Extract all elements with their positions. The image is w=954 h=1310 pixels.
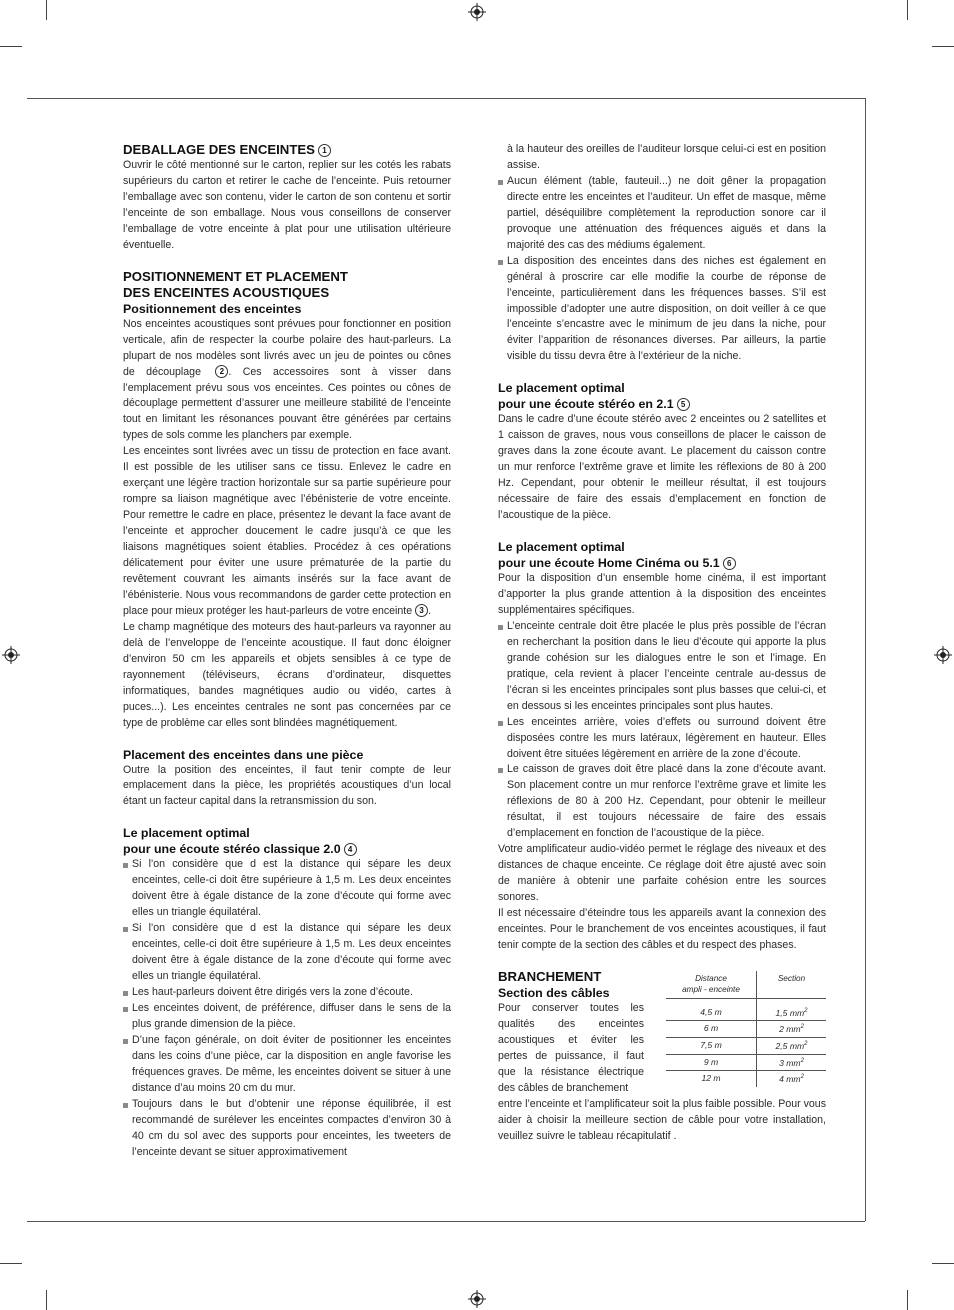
list-item: D’une façon générale, on doit éviter de positionner les enceintes dans les coins d’une pièce, car la disposition en angle favorise les fréquences graves. De même, les enceintes doivent se situer à une distance d’au moins 20 cm du mur. xyxy=(123,1033,451,1097)
list-item: Si l’on considère que d est la distance qui sépare les deux enceintes, celle-ci doit être supérieure à 1,5 m. Les deux enceintes doivent être à égale distance de la zone d’écoute qui forme avec elles un triangle équilatéral. xyxy=(123,857,451,921)
crop-mark xyxy=(46,1290,47,1310)
subsection-title: Placement des enceintes dans une pièce xyxy=(123,747,364,762)
paragraph: à la hauteur des oreilles de l’auditeur lorsque celui-ci est en position assise. xyxy=(507,143,826,171)
list-item: Le caisson de graves doit être placé dans la zone d’écoute avant. Son placement contre un mur renforce l’extrême grave et limite les réflexions de 80 à 200 Hz. Cependant, pour obtenir le meilleur résultat, il est toujours nécessaire de faire des essais d’emplacement en fonction de l’acoustique de la pièce. xyxy=(498,762,826,842)
crop-mark xyxy=(907,0,908,20)
table-row: 6 m 2 $mm^2$ xyxy=(666,1021,826,1038)
table-row: 9 m 3 $mm^2$ xyxy=(666,1054,826,1071)
subsection-title: Le placement optimal pour une écoute stéréo classique 2.0 4 xyxy=(123,825,451,857)
figure-ref-badge: 6 xyxy=(723,557,736,570)
branchement-section xyxy=(498,969,826,1145)
bullet-list xyxy=(498,174,826,365)
subsection-title: Section des câbles xyxy=(498,985,610,1000)
section-title: POSITIONNEMENT ET PLACEMENT DES ENCEINTES ACOUSTIQUES xyxy=(123,268,348,300)
crop-mark xyxy=(46,0,47,20)
paragraph: Votre amplificateur audio-vidéo permet le réglage des niveaux et des distances de chaque enceinte. Ce réglage doit être ajusté avec soin de manière à obtenir une parfaite cohésion entre les sources sonores. xyxy=(498,843,826,904)
section-title: DEBALLAGE DES ENCEINTES 1 xyxy=(123,142,451,158)
crop-mark xyxy=(932,1263,954,1264)
bullet-list xyxy=(123,857,451,1160)
paragraph: Il est nécessaire d’éteindre tous les appareils avant la connexion des enceintes. Pour le branchement de vos enceintes acoustiques, il faut tenir compte de la section des câbles et du respect des phases. xyxy=(498,907,826,951)
right-column xyxy=(498,142,826,1144)
figure-ref-badge: 2 xyxy=(215,365,228,378)
list-item: La disposition des enceintes dans des niches est également en général à proscrire car elle modifie la courbe de réponse de l’enceinte, particulièrement dans les fréquences basses. S’il est impossible d’adopter une autre disposition, on doit veiller à ce que l’enceinte s’encastre avec le minimum de jeu dans la niche, pour éviter l’apparition de résonances diverses. Par ailleurs, la partie visible du tissu devra être à l’extérieur de la niche. xyxy=(498,254,826,366)
table-row: 12 m 4 $mm^2$ xyxy=(666,1071,826,1087)
registration-mark-icon xyxy=(468,3,486,21)
figure-ref-badge: 5 xyxy=(677,398,690,411)
list-item: Les haut-parleurs doivent être dirigés vers la zone d’écoute. xyxy=(123,985,451,1001)
left-column xyxy=(123,142,451,1160)
paragraph: entre l’enceinte et l’amplificateur soit la plus faible possible. Pour vous aider à choisir la meilleure section de câble pour votre installation, veuillez suivre le tableau récapitulatif . xyxy=(498,1097,826,1142)
registration-mark-icon xyxy=(2,646,20,664)
crop-mark xyxy=(0,1263,22,1264)
list-item: Si l’on considère que d est la distance qui sépare les deux enceintes, celle-ci doit être supérieure à 1,5 m. Les deux enceintes doivent être à égale distance de la zone d’écoute qui forme avec elles un triangle équilatéral. xyxy=(123,921,451,985)
list-item: Les enceintes doivent, de préférence, diffuser dans le sens de la plus grande dimension de la pièce. xyxy=(123,1001,451,1033)
cable-section-table xyxy=(666,971,826,1087)
paragraph: Pour conserver toutes les qualités des enceintes acoustiques et éviter les pertes de puissance, il faut que la résistance électrique des câbles de branchement xyxy=(498,1001,644,1094)
table-header-row xyxy=(666,971,826,999)
subsection-title: Positionnement des enceintes xyxy=(123,301,302,316)
subsection-title: Le placement optimal pour une écoute Home Cinéma ou 5.1 6 xyxy=(498,539,826,571)
paragraph: Ouvrir le côté mentionné sur le carton, replier sur les cotés les rabats supérieurs du carton et retirer le cache de l’enceinte. Puis retourner l’emballage avec son contenu, vider le carton de son contenu et sortir l’enceinte de son emballage. Nous vous conseillons de conserver l’emballage de votre enceinte à plat pour une utilisation ultérieure éventuelle. xyxy=(123,159,451,251)
page-frame-right xyxy=(865,98,866,1221)
table-header-distance: Distance ampli - enceinte xyxy=(666,971,757,999)
page-frame-bottom xyxy=(27,1221,865,1222)
registration-mark-icon xyxy=(934,646,952,664)
section-title: BRANCHEMENT xyxy=(498,968,602,984)
paragraph: Les enceintes sont livrées avec un tissu de protection en face avant. Il est possible de les utiliser sans ce tissu. Enlevez le cadre en exerçant une légère traction horizontale sur sa partie supérieure pour rompre sa liaison magnétique avec l’ébénisterie de votre enceinte. Pour remettre le cadre en place, présentez le devant la face avant de l’enceinte et approcher doucement le cadre jusqu’à ce que les liaisons magnétiques soient établies. Procédez à ces opérations délicatement pour éviter une usure prématurée de la partie du revêtement couvrant les aimants insérés sur la face avant de l’ébénisterie. Nous vous recommandons de garder cette protection en place pour mieux protéger les haut-parleurs de votre enceinte 3 . xyxy=(123,445,451,617)
paragraph: Le champ magnétique des moteurs des haut-parleurs va rayonner au delà de l’enveloppe de l’enceinte acoustique. Il faut donc éloigner d’environ 50 cm les appareils et objets sensibles à ce type de rayonnement (téléviseurs, écrans d’ordinateur, disquettes informatiques, bandes magnétiques audio ou vidéo, cartes à puces...). Les enceintes centrales ne sont pas concernées par ce type de problème car elles sont blindées magnétiquement. xyxy=(123,620,451,729)
paragraph: Outre la position des enceintes, il faut tenir compte de leur emplacement dans la pièce, les propriétés acoustiques d’un local étant un facteur capital dans la retransmission du son. xyxy=(123,763,451,808)
figure-ref-badge: 1 xyxy=(318,144,331,157)
crop-mark xyxy=(0,46,22,47)
table-row: 4,5 m 1,5 $mm^2$ xyxy=(666,1005,826,1021)
figure-ref-badge: 4 xyxy=(344,843,357,856)
paragraph: Dans le cadre d’une écoute stéréo avec 2 enceintes ou 2 satellites et 1 caisson de graves, nous vous conseillons de placer le caisson de graves dans la zone écoute avant. Le placement du caisson contre un mur renforce l’extrême grave et limite les réflexions de 80 à 200 Hz. Cependant, pour obtenir le meilleur résultat, il est toujours nécessaire de faire des essais d’emplacement en fonction de l’acoustique de la pièce. xyxy=(498,413,826,522)
list-item: Les enceintes arrière, voies d’effets ou surround doivent être disposées contre les murs latéraux, légèrement en hauteur. Elles doivent être situées légèrement en arrière de la zone d’écoute. xyxy=(498,715,826,763)
crop-mark xyxy=(932,46,954,47)
paragraph: Pour la disposition d’un ensemble home cinéma, il est important d’apporter la plus grande attention à la disposition des enceintes supplémentaires spécifiques. xyxy=(498,572,826,616)
table-row: 7,5 m 2,5 $mm^2$ xyxy=(666,1038,826,1055)
registration-mark-icon xyxy=(468,1290,486,1308)
figure-ref-badge: 3 xyxy=(415,604,428,617)
page-frame-top xyxy=(27,98,865,99)
bullet-list xyxy=(498,619,826,842)
paragraph: Nos enceintes acoustiques sont prévues pour fonctionner en position verticale, afin de respecter la courbe polaire des haut-parleurs. La plupart de nos modèles sont livrés avec un jeu de pointes ou cônes de découplage 2 . Ces accessoires sont à visser dans l’emplacement prévu sous vos enceintes. Ces pointes ou cônes de découplage permettent d’assurer une meilleure stabilité de l’enceinte tout en limitant les résonances pouvant être générées par certains types de sols comme les planchers par exemple. xyxy=(123,317,451,442)
list-item: Aucun élément (table, fauteuil...) ne doit gêner la propagation directe entre les enceintes et l’auditeur. Un effet de masque, même partiel, déséquilibre complètement la reproduction sonore car il provoque une atténuation des fréquences aiguës et dans la majorité des cas des médiums également. xyxy=(498,174,826,254)
subsection-title: Le placement optimal pour une écoute stéréo en 2.1 5 xyxy=(498,380,826,412)
crop-mark xyxy=(907,1290,908,1310)
list-item: L’enceinte centrale doit être placée le plus près possible de l’écran en recherchant la position dans le lieu d’écoute qui apporte la plus grande cohésion sur les dialogues entre le son et l’image. En pratique, cela revient à placer l’enceinte centrale au-dessus de l’écran si les enceintes principales sont plus basses que celui-ci, et en dessous si les enceintes principales sont plus hautes. xyxy=(498,619,826,715)
table-header-section: Section xyxy=(757,971,827,999)
list-item: Toujours dans le but d’obtenir une réponse équilibrée, il est recommandé de surélever les enceintes compactes d’environ 30 à 40 cm du sol avec des supports pour enceintes, les tweeters de l’enceinte devant se situer approximativement xyxy=(123,1097,451,1161)
